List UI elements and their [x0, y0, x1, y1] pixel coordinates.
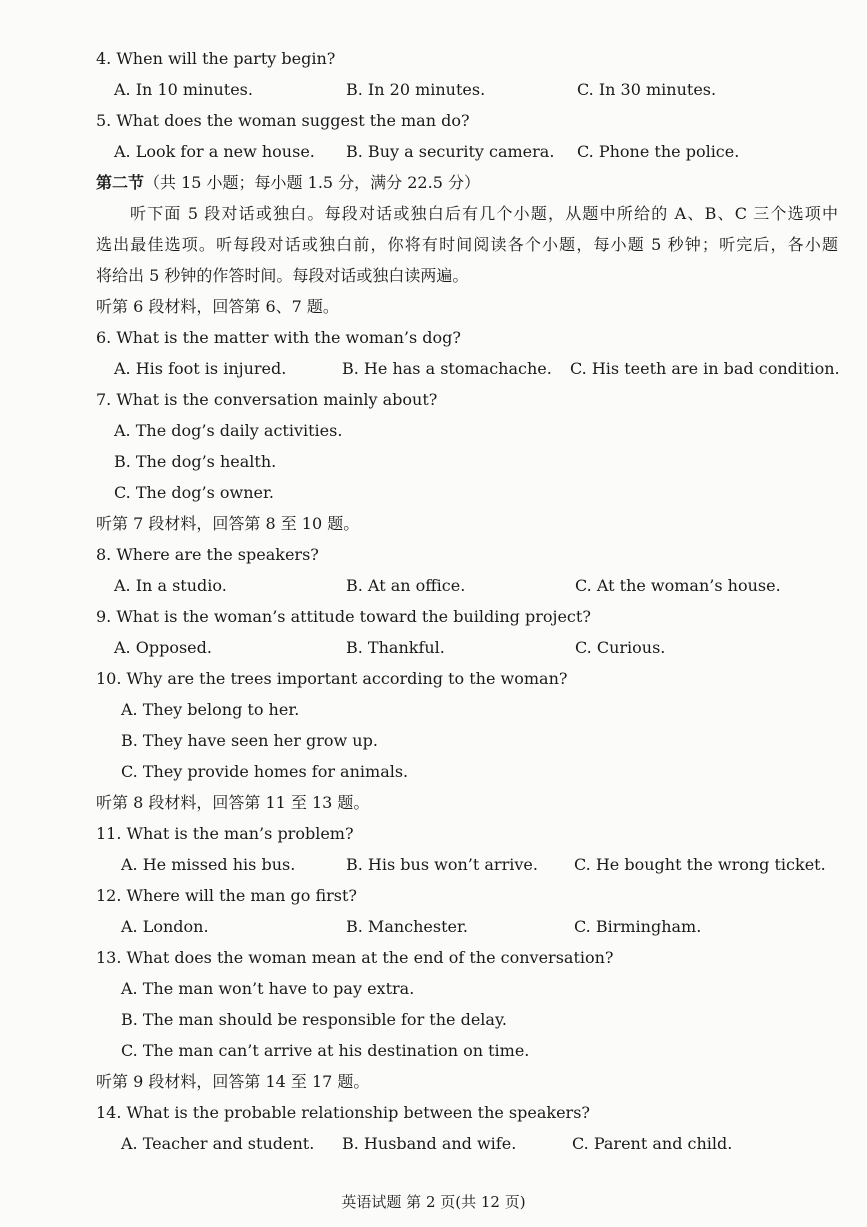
option-c: C. Curious.: [575, 638, 666, 657]
question-9-options: [0, 632, 867, 663]
option-c: C. He bought the wrong ticket.: [574, 855, 826, 874]
option-a: A. Opposed.: [114, 638, 212, 657]
material-6-heading: 听第 6 段材料，回答第 6、7 题。: [96, 297, 339, 316]
option-a: A. London.: [121, 917, 209, 936]
question-4: 4. When will the party begin?: [96, 49, 336, 68]
option-b: B. The dog’s health.: [114, 452, 277, 471]
option-c: C. The dog’s owner.: [114, 483, 274, 502]
option-b: B. The man should be responsible for the delay.: [121, 1010, 507, 1029]
section-title: 第二节: [96, 173, 145, 192]
option-a: A. Teacher and student.: [121, 1134, 315, 1153]
question-6-options: [0, 353, 867, 384]
option-c: C. Parent and child.: [572, 1134, 733, 1153]
question-14-options: [0, 1128, 867, 1159]
question-11-options: [0, 849, 867, 880]
question-4-options: [0, 74, 867, 105]
question-14: 14. What is the probable relationship between the speakers?: [96, 1103, 590, 1122]
option-b: B. They have seen her grow up.: [121, 731, 378, 750]
option-c: C. Phone the police.: [577, 142, 740, 161]
instructions-line-1: 听下面 5 段对话或独白。每段对话或独白后有几个小题，从题中所给的 A、B、C 三个选项中: [130, 204, 838, 223]
material-9-heading: 听第 9 段材料，回答第 14 至 17 题。: [96, 1072, 370, 1091]
question-12: 12. Where will the man go first?: [96, 886, 357, 905]
material-7-heading: 听第 7 段材料，回答第 8 至 10 题。: [96, 514, 360, 533]
option-b: B. At an office.: [346, 576, 466, 595]
option-c: C. Birmingham.: [574, 917, 702, 936]
question-10-option-b: [0, 725, 867, 756]
option-a: A. He missed his bus.: [121, 855, 296, 874]
option-a: A. The dog’s daily activities.: [114, 421, 343, 440]
material-8-heading: 听第 8 段材料，回答第 11 至 13 题。: [96, 793, 370, 812]
question-7-option-c: [0, 477, 867, 508]
option-a: A. In 10 minutes.: [114, 80, 253, 99]
option-b: B. His bus won’t arrive.: [346, 855, 538, 874]
question-12-options: [0, 911, 867, 942]
question-5: 5. What does the woman suggest the man do?: [96, 111, 470, 130]
question-5-options: [0, 136, 867, 167]
option-a: A. In a studio.: [114, 576, 227, 595]
question-10-option-c: [0, 756, 867, 787]
section-subtitle: （共 15 小题；每小题 1.5 分，满分 22.5 分）: [144, 173, 480, 192]
question-13-option-b: [0, 1004, 867, 1035]
option-a: A. His foot is injured.: [114, 359, 287, 378]
option-b: B. Manchester.: [346, 917, 468, 936]
option-c: C. In 30 minutes.: [577, 80, 717, 99]
option-a: A. Look for a new house.: [114, 142, 315, 161]
option-b: B. Thankful.: [346, 638, 445, 657]
question-13-option-c: [0, 1035, 867, 1066]
option-c: C. At the woman’s house.: [575, 576, 781, 595]
question-7: 7. What is the conversation mainly about?: [96, 390, 438, 409]
option-c: C. His teeth are in bad condition.: [570, 359, 840, 378]
question-7-option-b: [0, 446, 867, 477]
option-c: C. They provide homes for animals.: [121, 762, 409, 781]
question-10-option-a: [0, 694, 867, 725]
instructions-line-3: 将给出 5 秒钟的作答时间。每段对话或独白读两遍。: [96, 266, 469, 285]
question-8-options: [0, 570, 867, 601]
question-13-option-a: [0, 973, 867, 1004]
section-heading: [0, 167, 867, 198]
question-10: 10. Why are the trees important according to the woman?: [96, 669, 568, 688]
option-c: C. The man can’t arrive at his destination on time.: [121, 1041, 530, 1060]
page-footer: 英语试题 第 2 页(共 12 页): [341, 1193, 526, 1211]
option-a: A. They belong to her.: [121, 700, 300, 719]
question-9: 9. What is the woman’s attitude toward the building project?: [96, 607, 591, 626]
question-6: 6. What is the matter with the woman’s dog?: [96, 328, 461, 347]
option-b: B. Buy a security camera.: [346, 142, 555, 161]
option-b: B. In 20 minutes.: [346, 80, 486, 99]
question-7-option-a: [0, 415, 867, 446]
option-b: B. He has a stomachache.: [342, 359, 552, 378]
option-a: A. The man won’t have to pay extra.: [121, 979, 415, 998]
instructions-line-2: 选出最佳选项。听每段对话或独白前，你将有时间阅读各个小题，每小题 5 秒钟；听完后，各小题: [96, 235, 838, 254]
question-8: 8. Where are the speakers?: [96, 545, 319, 564]
question-13: 13. What does the woman mean at the end of the conversation?: [96, 948, 614, 967]
question-11: 11. What is the man’s problem?: [96, 824, 354, 843]
option-b: B. Husband and wife.: [342, 1134, 517, 1153]
